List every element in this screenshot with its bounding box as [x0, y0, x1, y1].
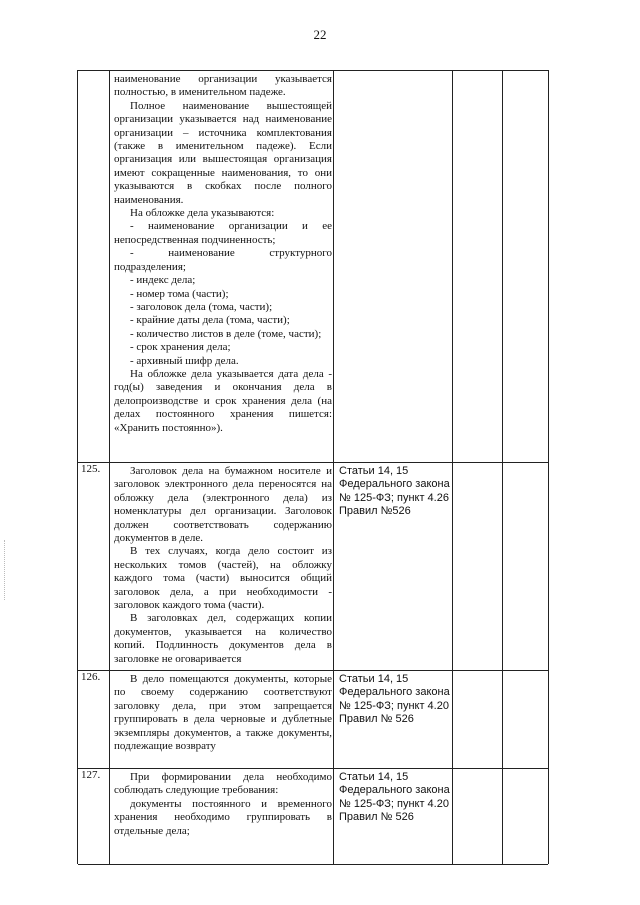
list-item: - наименование структурного подразделения;: [114, 247, 332, 273]
row-number: 125.: [81, 463, 101, 475]
table-row: [78, 769, 548, 865]
table-row: [78, 671, 548, 769]
list-item: - заголовок дела (тома, части);: [130, 300, 273, 313]
requirements-table: [77, 70, 549, 864]
list-item: - номер тома (части);: [130, 287, 229, 300]
paragraph: На обложке дела указываются:: [130, 207, 275, 220]
paragraph: На обложке дела указывается дата дела - год(ы) заведения и окончания дела в делопроизводстве и срок хранения дела (на делах постоянного хранения пишется: «Хранить постоянно»).: [114, 367, 332, 434]
legal-reference: Статьи 14, 15 Федерального закона № 125-ФЗ; пункт 4.20 Правил № 526: [339, 771, 450, 824]
paragraph: В дело помещаются документы, которые по своему содержанию соответствуют заголовку дела, при этом запрещается группировать в дела черновые и дублетные экземпляры документов, а также документы, подлежащие возврату: [114, 673, 332, 753]
list-item: - наименование организации и ее непосредственная подчиненность;: [114, 220, 332, 246]
row-number: 127.: [81, 769, 101, 781]
paragraph: документы постоянного и временного хранения необходимо группировать в отдельные дела;: [114, 797, 332, 837]
row-text: [114, 73, 332, 435]
row-text: [114, 673, 332, 753]
list-item: - архивный шифр дела.: [130, 354, 239, 367]
row-number: 126.: [81, 671, 101, 683]
paragraph: Полное наименование вышестоящей организации указывается над наименование организации – источника комплектования (также в именительном падеже). Если организация или вышестоящая организация имеют сокращенные наименования, то они указываются в скобках после полного наименования.: [114, 99, 332, 206]
paragraph: При формировании дела необходимо соблюдать следующие требования:: [114, 771, 332, 797]
scan-margin-marks: [4, 540, 7, 600]
row-text: [114, 465, 332, 666]
legal-reference: Статьи 14, 15 Федерального закона № 125-ФЗ; пункт 4.26 Правил №526: [339, 465, 450, 518]
page-number: 22: [313, 27, 327, 42]
row-text: [114, 771, 332, 838]
paragraph: наименование организации указывается полностью, в именительном падеже.: [114, 73, 332, 99]
list-item: - индекс дела;: [130, 274, 196, 287]
table-row: [78, 463, 548, 671]
paragraph: Заголовок дела на бумажном носителе и заголовок электронного дела переносятся на обложку дела (электронного дела) из номенклатуры дел организации. Заголовок должен соответствовать содержанию документов в деле.: [114, 465, 332, 545]
list-item: - крайние даты дела (тома, части);: [130, 314, 290, 327]
paragraph: В тех случаях, когда дело состоит из нескольких томов (частей), на обложку каждого тома (части) выносится общий заголовок дела, а при необходимости - заголовок каждого тома (части).: [114, 545, 332, 612]
paragraph: В заголовках дел, содержащих копии документов, указывается на количество копий. Подлинность документов дела в заголовке не оговаривается: [114, 612, 332, 665]
list-item: - срок хранения дела;: [130, 341, 231, 354]
table-row: [78, 71, 548, 463]
list-item: - количество листов в деле (томе, части);: [130, 327, 322, 340]
legal-reference: Статьи 14, 15 Федерального закона № 125-ФЗ; пункт 4.20 Правил № 526: [339, 673, 450, 726]
